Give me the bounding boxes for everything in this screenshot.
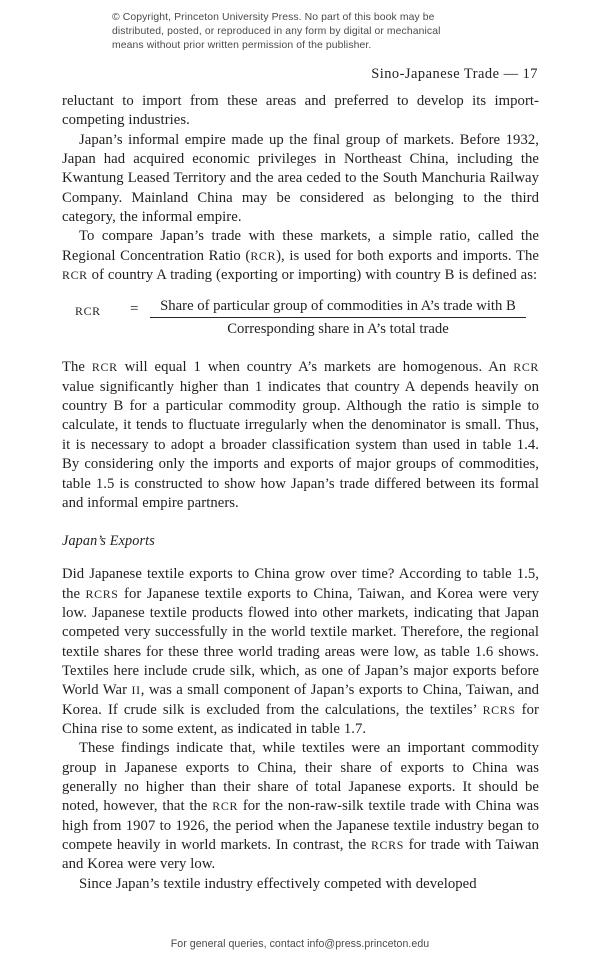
paragraph-text-b: ), is used for both exports and imports. The [276,247,539,264]
copyright-line-3: means without prior written permission of the publisher. [112,40,372,52]
paragraph-text: Since Japan’s textile industry effectively competed with developed [79,875,477,892]
acronym-rcr: RCR [513,360,539,375]
paragraph-text-b: will equal 1 when country A’s markets are homogenous. An [117,359,514,376]
formula-equals-sign: = [130,301,139,318]
copyright-line-2: distributed, posted, or reproduced in any form by digital or mechanical [112,26,441,38]
acronym-rcr: RCR [91,360,118,375]
paragraph-text-c: for trade with Taiwan and Korea were very low. [62,837,540,873]
paragraph-text-b: for Japanese textile exports to China, Taiwan, and Korea were very low. Japanese textile products flowed into other markets, indicating that Japan competed very successfully in the world textile market. Therefore, the regional textile shares for these three world trading areas were low, as table 1.6 shows. Textiles here include crude silk, which, as one of Japan’s major exports before World War [62,585,540,699]
body-text-column [62,92,539,894]
formula-fraction [150,296,526,340]
paragraph-findings [62,739,539,874]
paragraph-final-partial [62,875,539,894]
acronym-world-war-ii: II [131,683,141,698]
copyright-notice [112,11,512,54]
paragraph-informal-empire [62,131,539,228]
paragraph-text-c: , was a small component of Japan’s exports to China, Taiwan, and Korea. If crude silk is excluded from the calculations, the textiles’ [62,682,539,718]
paragraph-text: Japan’s informal empire made up the final group of markets. Before 1932, Japan had acquired economic privileges in Northeast China, including the Kwantung Leased Territory and the area ceded to the South Manchuria Railway Company. Mainland China may be considered as belonging to the third category, the informal empire. [62,131,539,226]
footer-contact-note: For general queries, contact info@press.princeton.edu [170,938,430,950]
paragraph-textile-exports [62,565,539,739]
formula-numerator: Share of particular group of commodities in A’s trade with B [150,296,526,318]
rcr-formula [62,296,539,346]
section-heading-japans-exports: Japan’s Exports [62,533,155,550]
paragraph-text-b: for the non-raw-silk textile trade with China was high from 1907 to 1926, the period when the Japanese textile industry began to compete heavily in world markets. In contrast, the [62,798,539,853]
formula-denominator: Corresponding share in A’s total trade [227,321,449,338]
paragraph-text-a: The [62,359,92,376]
copyright-line-1: © Copyright, Princeton University Press. No part of this book may be [112,12,435,23]
acronym-rcr: RCR [212,799,239,814]
paragraph-text-a: Did Japanese textile exports to China grow over time? According to table 1.5, the [62,566,539,602]
paragraph-text-c: value significantly higher than 1 indicates that country A depends heavily on country B for a particular commodity group. Although the ratio is simple to calculate, it tends to fluctuate irregularly when the denominator is small. Thus, it is necessary to adopt a broader classification system than used in table 1.4. By considering only the imports and exports of major groups of commodities, table 1.5 is constructed to show how Japan’s trade differed between its formal and informal empire partners. [62,378,539,511]
spacer-before-heading [62,513,539,533]
acronym-rcr: RCR [62,268,88,283]
acronym-rcrs: RCRS [482,702,516,717]
paragraph-text-a: These findings indicate that, while textiles were an important commodity group in Japanese exports to China, their share of exports to China was generally no higher than their share of total Japanese exports. It should be noted, however, that the [62,740,539,815]
running-head: Sino-Japanese Trade — 17 [371,66,538,82]
paragraph-text: reluctant to import from these areas and preferred to develop its import-competing industries. [62,93,539,129]
paragraph-text-c: of country A trading (exporting or importing) with country B is defined as: [87,267,538,284]
paragraph-text-a: To compare Japan’s trade with these markets, a simple ratio, called the Regional Concentration Ratio ( [62,228,539,264]
spacer-after-heading [62,550,539,565]
paragraph-rcr-definition [62,227,539,285]
paragraph-text-d: for China rise to some extent, as indicated in table 1.7. [62,701,539,737]
paragraph-continuation [62,92,539,131]
paragraph-rcr-interpretation [62,358,539,513]
acronym-rcr: RCR [250,248,277,263]
acronym-rcrs: RCRS [85,586,119,601]
acronym-rcrs: RCRS [370,838,404,852]
formula-label-rcr: RCR [75,304,101,319]
